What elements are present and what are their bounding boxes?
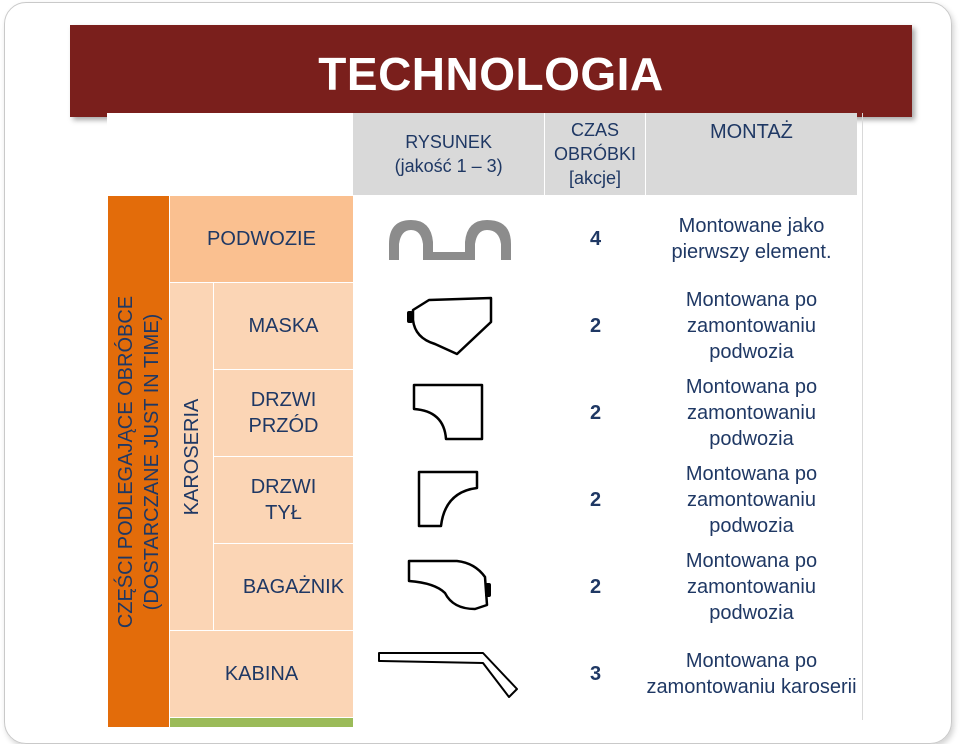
row-name-text: DRZWI TYŁ xyxy=(250,476,317,524)
column-headers xyxy=(353,113,857,195)
table-edge-line xyxy=(862,113,863,720)
row-time: 3 xyxy=(546,631,646,718)
row-partial-cells xyxy=(354,718,858,728)
row-drawing xyxy=(354,196,546,283)
title-bar xyxy=(70,25,912,117)
table-row xyxy=(108,631,858,718)
row-name xyxy=(214,370,354,457)
hood-drawing-icon xyxy=(405,294,495,358)
cabin-drawing-icon xyxy=(375,649,525,699)
row-time: 2 xyxy=(546,283,646,370)
table-row xyxy=(108,457,858,544)
group-label-text: KAROSERIA xyxy=(180,398,203,515)
row-time: 2 xyxy=(546,544,646,631)
green-strip xyxy=(170,718,354,728)
technology-table xyxy=(107,113,858,728)
row-assembly: Montowana po zamontowaniu podwozia xyxy=(646,544,858,631)
row-name xyxy=(214,457,354,544)
header-drawing xyxy=(353,113,545,195)
row-time: 2 xyxy=(546,370,646,457)
row-name: BAGAŻNIK xyxy=(214,544,354,631)
row-drawing xyxy=(354,457,546,544)
row-drawing xyxy=(354,370,546,457)
side-label-line2: (DOSTARCZANE JUST IN TIME) xyxy=(140,313,163,610)
side-label-line1: CZĘŚCI PODLEGAJĄCE OBRÓBCE xyxy=(114,295,137,628)
row-drawing xyxy=(354,283,546,370)
front-door-drawing-icon xyxy=(410,381,490,445)
header-time-text: CZAS OBRÓBKI [akcje] xyxy=(554,120,637,188)
group-label xyxy=(170,283,214,631)
row-name: PODWOZIE xyxy=(170,196,354,283)
table-row xyxy=(108,283,858,370)
row-drawing xyxy=(354,631,546,718)
table-row xyxy=(108,370,858,457)
row-assembly: Montowane jako pierwszy element. xyxy=(646,196,858,283)
row-name: MASKA xyxy=(214,283,354,370)
rear-door-drawing-icon xyxy=(415,468,485,532)
row-name: KABINA xyxy=(170,631,354,718)
table-row xyxy=(108,196,858,283)
chassis-drawing-icon xyxy=(385,214,515,264)
row-assembly: Montowana po zamontowaniu podwozia xyxy=(646,370,858,457)
row-time: 4 xyxy=(546,196,646,283)
header-assembly-text: MONTAŻ xyxy=(709,121,793,143)
header-time xyxy=(545,113,646,195)
slide-title: TECHNOLOGIA xyxy=(318,48,664,100)
row-time: 2 xyxy=(546,457,646,544)
row-name-text: DRZWI PRZÓD xyxy=(248,389,319,437)
trunk-drawing-icon xyxy=(405,557,495,617)
row-assembly: Montowana po zamontowaniu karoserii xyxy=(646,631,858,718)
row-drawing xyxy=(354,544,546,631)
table-row-partial xyxy=(108,718,858,728)
side-label xyxy=(108,196,170,728)
row-assembly: Montowana po zamontowaniu podwozia xyxy=(646,457,858,544)
table-row xyxy=(108,544,858,631)
header-assembly xyxy=(646,113,857,195)
row-assembly: Montowana po zamontowaniu podwozia xyxy=(646,283,858,370)
header-drawing-text: RYSUNEK (jakość 1 – 3) xyxy=(394,132,503,176)
